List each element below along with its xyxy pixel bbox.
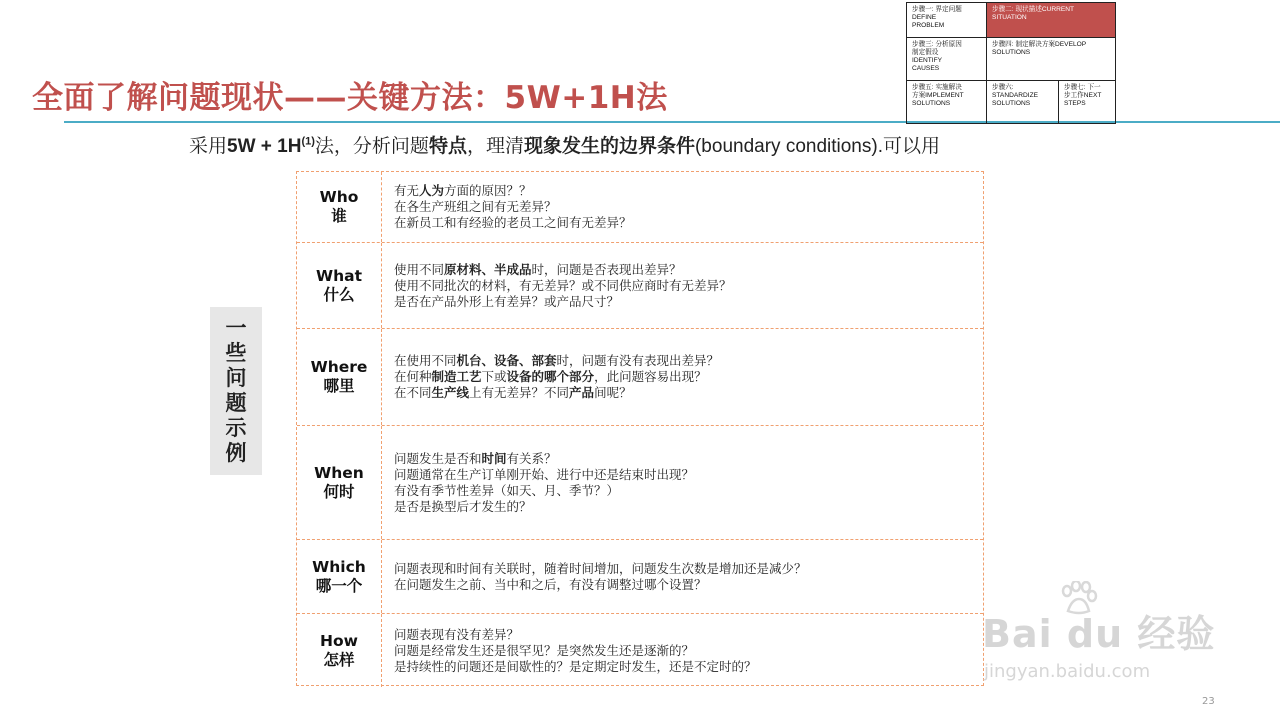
question-text: 问题表现有没有差异？ xyxy=(394,626,520,642)
question-table xyxy=(296,171,984,686)
category-chinese: 何时 xyxy=(323,482,355,501)
question-line xyxy=(394,262,977,278)
question-category xyxy=(297,614,382,687)
slide-title: 全面了解问题现状——关键方法：5W+1H法 xyxy=(32,80,668,116)
question-line xyxy=(394,385,977,401)
step-7-next-steps xyxy=(1059,81,1115,123)
step-text-line: 步骤五: 实施解决 xyxy=(912,84,962,91)
question-row-when xyxy=(297,426,983,540)
question-category xyxy=(297,540,382,613)
question-row-what xyxy=(297,243,983,329)
subtitle-text: 法，分析问题 xyxy=(314,136,429,157)
question-line xyxy=(394,369,977,385)
question-category xyxy=(297,426,382,539)
question-list xyxy=(394,426,977,539)
category-english: Which xyxy=(312,557,366,576)
question-text: 是否在产品外形上有差异？或产品尺寸？ xyxy=(394,293,620,309)
question-line xyxy=(394,561,977,577)
question-text: 时，问题是否表现出差异？ xyxy=(531,261,682,277)
step-6-standardize-solutions xyxy=(987,81,1059,123)
step-text-line: DEFINE xyxy=(912,14,937,21)
question-text: 是否是换型后才发生的？ xyxy=(394,498,532,514)
question-text: 有无 xyxy=(394,183,420,198)
question-text: 在使用不同 xyxy=(394,353,457,368)
side-label-char: 些 xyxy=(225,341,247,365)
step-text-line: 步骤一: 界定问题 xyxy=(912,6,962,13)
question-list xyxy=(394,243,977,328)
question-line xyxy=(394,199,977,215)
question-keyword: 人为 xyxy=(419,183,445,198)
watermark-url: jingyan.baidu.com xyxy=(984,661,1151,682)
question-text: 方面的原因？？ xyxy=(444,183,532,198)
slide-subtitle xyxy=(189,131,940,158)
question-text: 下或 xyxy=(481,369,507,384)
step-text-line: 方案IMPLEMENT xyxy=(912,92,964,99)
question-line xyxy=(394,294,977,310)
question-line xyxy=(394,499,977,515)
question-text: ，此问题容易出现？ xyxy=(594,369,707,384)
category-english: When xyxy=(314,463,364,482)
question-row-which xyxy=(297,540,983,614)
step-text-line: SOLUTIONS xyxy=(992,100,1031,107)
question-row-how xyxy=(297,614,983,687)
question-line xyxy=(394,643,977,659)
category-english: Who xyxy=(319,188,359,206)
question-text: 上有无差异？不同 xyxy=(469,385,570,400)
watermark-text: Bai du 经验 xyxy=(982,612,1216,656)
question-category xyxy=(297,329,382,425)
step-text-line: 步工作NEXT xyxy=(1064,92,1102,99)
question-line xyxy=(394,215,977,231)
subtitle-text: 采用 xyxy=(189,136,228,157)
subtitle-emphasis: 特点 xyxy=(428,136,467,157)
side-label-char: 例 xyxy=(225,441,247,465)
step-4-develop-solutions xyxy=(987,38,1115,81)
side-label-char: 题 xyxy=(225,391,247,415)
category-english: How xyxy=(320,631,358,650)
step-text-line: PROBLEM xyxy=(912,22,945,29)
side-label-question-examples xyxy=(210,307,262,475)
question-text: 问题是经常发生还是很罕见？是突然发生还是逐渐的？ xyxy=(394,642,695,658)
step-text-line: 制定假设 xyxy=(912,49,939,56)
step-3-identify-causes xyxy=(907,38,987,81)
step-text-line: SITUATION xyxy=(992,14,1027,21)
step-text-line: IDENTIFY xyxy=(912,57,943,64)
subtitle-footnote-mark: (1) xyxy=(301,135,315,148)
question-category xyxy=(297,172,382,242)
question-list xyxy=(394,329,977,425)
question-line xyxy=(394,483,977,499)
question-keyword: 时间 xyxy=(481,450,507,466)
step-1-define-problem xyxy=(907,3,987,38)
question-text: 问题发生是否和 xyxy=(394,450,482,466)
side-label-char: 问 xyxy=(225,366,247,390)
page-number: 23 xyxy=(1202,696,1215,707)
step-2-current-situation xyxy=(987,3,1115,38)
question-line xyxy=(394,467,977,483)
step-text-line: 步骤三: 分析原因 xyxy=(912,41,962,48)
step-text-line: 步骤七: 下一 xyxy=(1064,84,1101,91)
question-text: 间呢？ xyxy=(594,385,632,400)
question-keyword: 制造工艺 xyxy=(431,369,482,384)
question-text: 有关系？ xyxy=(506,450,557,466)
step-text-line: 步骤二: 现状描述CURRENT xyxy=(992,6,1075,13)
question-keyword: 机台、设备、部套 xyxy=(456,353,557,368)
question-line xyxy=(394,577,977,593)
subtitle-text: ，理清 xyxy=(466,136,524,157)
subtitle-emphasis: 现象发生的边界条件 xyxy=(523,136,695,157)
side-label-char: 示 xyxy=(225,416,247,440)
question-text: 问题表现和时间有关联时，随着时间增加，问题发生次数是增加还是减少？ xyxy=(394,560,807,576)
question-text: 在问题发生之前、当中和之后，有没有调整过哪个设置？ xyxy=(394,576,707,592)
question-keyword: 生产线 xyxy=(431,385,470,400)
question-text: 使用不同 xyxy=(394,261,445,277)
step-text-line: STEPS xyxy=(1064,100,1086,107)
step-text-line: STANDARDIZE xyxy=(992,92,1039,99)
question-line xyxy=(394,183,977,199)
question-line xyxy=(394,278,977,294)
question-text: 在新员工和有经验的老员工之间有无差异？ xyxy=(394,215,632,230)
category-chinese: 谁 xyxy=(331,207,347,225)
question-text: 在何种 xyxy=(394,369,432,384)
question-row-where xyxy=(297,329,983,426)
side-label-char: 一 xyxy=(225,316,247,340)
category-chinese: 哪一个 xyxy=(315,576,363,595)
question-line xyxy=(394,353,977,369)
question-line xyxy=(394,451,977,467)
question-text: 有没有季节性差异（如天、月、季节？） xyxy=(394,482,620,498)
category-chinese: 哪里 xyxy=(323,377,355,395)
category-english: Where xyxy=(310,358,368,376)
question-keyword: 产品 xyxy=(569,385,595,400)
step-text-line: SOLUTIONS xyxy=(992,49,1031,56)
subtitle-method: 5W + 1H xyxy=(227,136,302,157)
category-chinese: 怎样 xyxy=(323,650,355,669)
question-keyword: 原材料、半成品 xyxy=(444,261,532,277)
question-list xyxy=(394,172,977,242)
step-navigator xyxy=(906,2,1116,124)
question-text: 在各生产班组之间有无差异？ xyxy=(394,199,557,214)
question-list xyxy=(394,540,977,613)
question-text: 在不同 xyxy=(394,385,432,400)
step-text-line: SOLUTIONS xyxy=(912,100,951,107)
question-text: 是持续性的问题还是间歇性的？是定期定时发生，还是不定时的？ xyxy=(394,658,757,674)
step-5-implement-solutions xyxy=(907,81,987,123)
question-category xyxy=(297,243,382,328)
question-text: 问题通常在生产订单刚开始、进行中还是结束时出现？ xyxy=(394,466,695,482)
question-text: 使用不同批次的材料，有无差异？或不同供应商时有无差异？ xyxy=(394,277,732,293)
question-list xyxy=(394,614,977,687)
subtitle-text: (boundary conditions).可以用 xyxy=(694,136,940,157)
step-text-line: CAUSES xyxy=(912,65,940,72)
step-text-line: 步骤四: 制定解决方案DEVELOP xyxy=(992,41,1087,48)
question-line xyxy=(394,659,977,675)
question-text: 时，问题有没有表现出差异？ xyxy=(556,353,720,368)
question-line xyxy=(394,627,977,643)
category-chinese: 什么 xyxy=(323,285,355,304)
step-text-line: 步骤六: xyxy=(992,84,1014,91)
question-keyword: 设备的哪个部分 xyxy=(506,369,595,384)
category-english: What xyxy=(315,266,362,285)
question-row-who xyxy=(297,172,983,243)
